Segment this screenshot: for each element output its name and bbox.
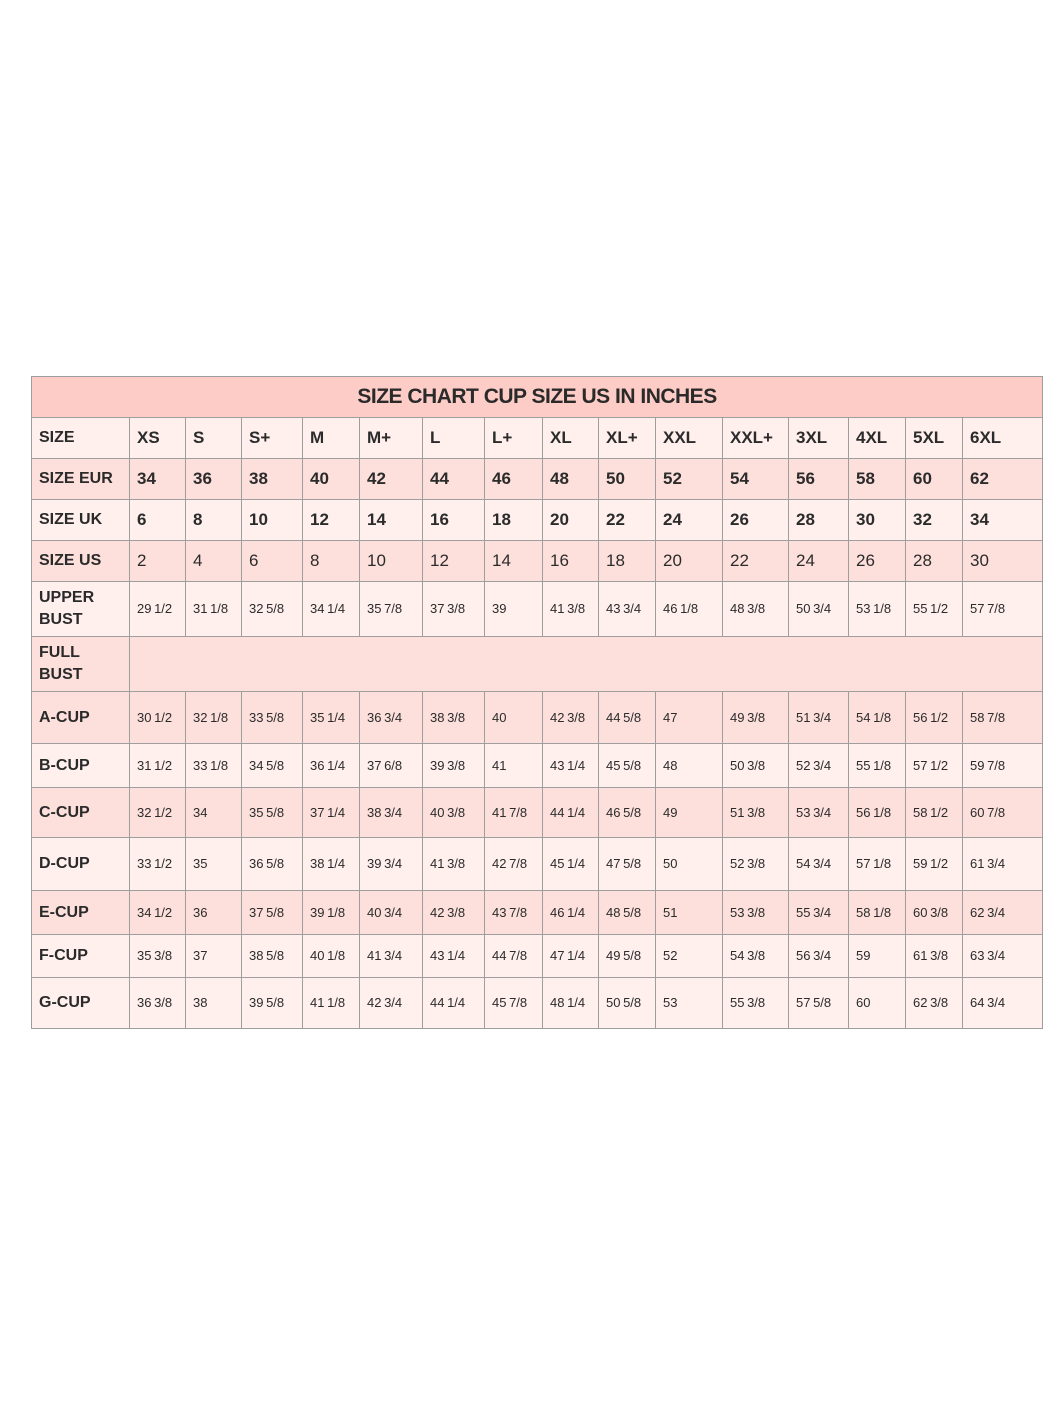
size-cell: 12 [423,541,485,582]
measurement-cell: 33 1/2 [130,838,186,891]
size-cell: 32 [906,500,963,541]
measurement-cell: 51 3/4 [789,692,849,744]
measurement-cell: 58 7/8 [963,692,1043,744]
measurement-cell: 49 5/8 [599,935,656,978]
measurement-cell: 52 [656,935,723,978]
size-cell: 38 [242,459,303,500]
size-us-row [32,541,1043,582]
measurement-cell: 45 1/4 [543,838,599,891]
measurement-cell: 35 [186,838,242,891]
measurement-cell: 55 1/2 [906,582,963,637]
size-uk-row [32,500,1043,541]
size-cell: 48 [543,459,599,500]
size-cell: 26 [849,541,906,582]
measurement-cell: 60 3/8 [906,891,963,935]
measurement-cell: 48 3/8 [723,582,789,637]
size-cell: 3XL [789,418,849,459]
cup-row [32,744,1043,788]
size-cell: 12 [303,500,360,541]
size-cell: 54 [723,459,789,500]
measurement-cell: 48 [656,744,723,788]
row-label-line: UPPER [39,589,95,607]
measurement-cell: 57 5/8 [789,978,849,1029]
size-cell: 36 [186,459,242,500]
size-cell: 6XL [963,418,1043,459]
size-cell: 42 [360,459,423,500]
size-cell: XXL+ [723,418,789,459]
row-label [32,637,130,692]
measurement-cell: 39 [485,582,543,637]
measurement-cell: 57 1/2 [906,744,963,788]
row-label-line: BUST [39,611,83,628]
size-row [32,418,1043,459]
measurement-cell: 40 [485,692,543,744]
size-cell: M+ [360,418,423,459]
size-cell: 10 [242,500,303,541]
measurement-cell: 53 1/8 [849,582,906,637]
cup-row [32,838,1043,891]
measurement-cell: 42 3/4 [360,978,423,1029]
measurement-cell: 37 3/8 [423,582,485,637]
measurement-cell: 61 3/4 [963,838,1043,891]
size-cell: 24 [789,541,849,582]
size-cell: L+ [485,418,543,459]
row-label: SIZE [32,418,130,459]
measurement-cell: 40 3/8 [423,788,485,838]
size-cell: S [186,418,242,459]
size-cell: XL+ [599,418,656,459]
cup-row [32,692,1043,744]
measurement-cell: 29 1/2 [130,582,186,637]
size-cell: 26 [723,500,789,541]
size-cell: 18 [485,500,543,541]
measurement-cell: 31 1/2 [130,744,186,788]
row-label-line: FULL [39,644,80,662]
measurement-cell: 37 5/8 [242,891,303,935]
size-cell: 46 [485,459,543,500]
size-cell: 62 [963,459,1043,500]
row-label: SIZE UK [32,500,130,541]
row-label-line: BUST [39,666,83,683]
measurement-cell: 41 7/8 [485,788,543,838]
measurement-cell: 32 5/8 [242,582,303,637]
measurement-cell: 46 1/4 [543,891,599,935]
measurement-cell: 34 1/2 [130,891,186,935]
measurement-cell: 52 3/8 [723,838,789,891]
row-label: SIZE US [32,541,130,582]
measurement-cell: 59 [849,935,906,978]
row-label: B-CUP [32,744,130,788]
size-cell: 60 [906,459,963,500]
measurement-cell: 54 1/8 [849,692,906,744]
row-label [32,582,130,637]
measurement-cell: 40 1/8 [303,935,360,978]
measurement-cell: 45 5/8 [599,744,656,788]
size-cell: 58 [849,459,906,500]
size-cell: 22 [723,541,789,582]
size-cell: XS [130,418,186,459]
size-cell: XXL [656,418,723,459]
measurement-cell: 36 1/4 [303,744,360,788]
size-cell: 16 [423,500,485,541]
measurement-cell: 32 1/2 [130,788,186,838]
size-cell: 18 [599,541,656,582]
measurement-cell: 50 3/8 [723,744,789,788]
row-label: D-CUP [32,838,130,891]
size-cell: 28 [789,500,849,541]
size-cell: 8 [186,500,242,541]
size-cell: 30 [963,541,1043,582]
measurement-cell: 34 5/8 [242,744,303,788]
measurement-cell: 55 3/4 [789,891,849,935]
measurement-cell: 58 1/2 [906,788,963,838]
size-cell: 6 [242,541,303,582]
size-cell: 22 [599,500,656,541]
measurement-cell: 42 3/8 [543,692,599,744]
measurement-cell: 53 3/8 [723,891,789,935]
measurement-cell: 54 3/8 [723,935,789,978]
size-cell: 10 [360,541,423,582]
measurement-cell: 39 1/8 [303,891,360,935]
size-cell: 5XL [906,418,963,459]
measurement-cell: 51 3/8 [723,788,789,838]
measurement-cell: 35 3/8 [130,935,186,978]
measurement-cell: 44 5/8 [599,692,656,744]
measurement-cell: 36 5/8 [242,838,303,891]
size-cell: 4 [186,541,242,582]
measurement-cell: 62 3/8 [906,978,963,1029]
size-cell: 8 [303,541,360,582]
size-cell: 20 [543,500,599,541]
measurement-cell: 43 7/8 [485,891,543,935]
row-label: G-CUP [32,978,130,1029]
cup-row [32,978,1043,1029]
measurement-cell: 34 1/4 [303,582,360,637]
measurement-cell: 46 1/8 [656,582,723,637]
measurement-cell: 41 1/8 [303,978,360,1029]
measurement-cell: 62 3/4 [963,891,1043,935]
measurement-cell: 38 3/4 [360,788,423,838]
size-cell: 4XL [849,418,906,459]
measurement-cell: 49 3/8 [723,692,789,744]
measurement-cell: 33 1/8 [186,744,242,788]
measurement-cell: 36 3/4 [360,692,423,744]
size-cell: 16 [543,541,599,582]
size-cell: 20 [656,541,723,582]
measurement-cell: 43 1/4 [423,935,485,978]
measurement-cell: 47 [656,692,723,744]
chart-title: SIZE CHART CUP SIZE US IN INCHES [32,377,1043,418]
measurement-cell: 44 1/4 [543,788,599,838]
size-cell: XL [543,418,599,459]
cup-row [32,788,1043,838]
row-label: SIZE EUR [32,459,130,500]
measurement-cell: 56 3/4 [789,935,849,978]
measurement-cell: 36 [186,891,242,935]
measurement-cell: 54 3/4 [789,838,849,891]
size-cell: 30 [849,500,906,541]
measurement-cell: 35 5/8 [242,788,303,838]
measurement-cell: 37 [186,935,242,978]
measurement-cell: 60 [849,978,906,1029]
measurement-cell: 50 [656,838,723,891]
measurement-cell: 51 [656,891,723,935]
measurement-cell: 44 7/8 [485,935,543,978]
size-cell: 40 [303,459,360,500]
measurement-cell: 55 3/8 [723,978,789,1029]
measurement-cell: 57 7/8 [963,582,1043,637]
cup-row [32,891,1043,935]
measurement-cell: 63 3/4 [963,935,1043,978]
size-chart [31,376,1023,1029]
row-label: E-CUP [32,891,130,935]
measurement-cell: 59 1/2 [906,838,963,891]
size-cell: 34 [963,500,1043,541]
measurement-cell: 40 3/4 [360,891,423,935]
size-cell: 14 [485,541,543,582]
measurement-cell: 64 3/4 [963,978,1043,1029]
size-cell: 50 [599,459,656,500]
measurement-cell: 59 7/8 [963,744,1043,788]
measurement-cell: 35 7/8 [360,582,423,637]
measurement-cell: 53 [656,978,723,1029]
measurement-cell: 53 3/4 [789,788,849,838]
full-bust-row [32,637,1043,692]
size-cell: L [423,418,485,459]
measurement-cell: 33 5/8 [242,692,303,744]
measurement-cell: 39 5/8 [242,978,303,1029]
size-cell: 14 [360,500,423,541]
size-eur-row [32,459,1043,500]
cup-row [32,935,1043,978]
size-cell: 34 [130,459,186,500]
measurement-cell: 37 6/8 [360,744,423,788]
measurement-cell: 42 3/8 [423,891,485,935]
measurement-cell: 37 1/4 [303,788,360,838]
row-label: A-CUP [32,692,130,744]
measurement-cell: 31 1/8 [186,582,242,637]
measurement-cell: 32 1/8 [186,692,242,744]
measurement-cell: 46 5/8 [599,788,656,838]
measurement-cell: 36 3/8 [130,978,186,1029]
measurement-cell: 48 1/4 [543,978,599,1029]
measurement-cell: 49 [656,788,723,838]
measurement-cell: 55 1/8 [849,744,906,788]
measurement-cell: 48 5/8 [599,891,656,935]
size-cell: 56 [789,459,849,500]
row-label: F-CUP [32,935,130,978]
size-cell: 6 [130,500,186,541]
measurement-cell: 41 3/4 [360,935,423,978]
size-cell: S+ [242,418,303,459]
size-cell: 28 [906,541,963,582]
measurement-cell: 39 3/4 [360,838,423,891]
measurement-cell: 38 1/4 [303,838,360,891]
measurement-cell: 43 3/4 [599,582,656,637]
measurement-cell: 43 1/4 [543,744,599,788]
measurement-cell: 57 1/8 [849,838,906,891]
measurement-cell: 45 7/8 [485,978,543,1029]
measurement-cell: 39 3/8 [423,744,485,788]
measurement-cell: 52 3/4 [789,744,849,788]
measurement-cell: 42 7/8 [485,838,543,891]
row-label: C-CUP [32,788,130,838]
measurement-cell: 38 3/8 [423,692,485,744]
full-bust-span [130,637,1043,692]
measurement-cell: 47 1/4 [543,935,599,978]
measurement-cell: 41 [485,744,543,788]
size-cell: 44 [423,459,485,500]
measurement-cell: 38 5/8 [242,935,303,978]
measurement-cell: 60 7/8 [963,788,1043,838]
upper-bust-row [32,582,1043,637]
title-row [32,377,1043,418]
size-cell: M [303,418,360,459]
measurement-cell: 30 1/2 [130,692,186,744]
measurement-cell: 41 3/8 [423,838,485,891]
measurement-cell: 50 5/8 [599,978,656,1029]
measurement-cell: 38 [186,978,242,1029]
measurement-cell: 56 1/8 [849,788,906,838]
size-cell: 2 [130,541,186,582]
measurement-cell: 41 3/8 [543,582,599,637]
size-cell: 24 [656,500,723,541]
size-cell: 52 [656,459,723,500]
measurement-cell: 56 1/2 [906,692,963,744]
measurement-cell: 35 1/4 [303,692,360,744]
measurement-cell: 50 3/4 [789,582,849,637]
measurement-cell: 61 3/8 [906,935,963,978]
size-chart-table [31,376,1043,1029]
measurement-cell: 47 5/8 [599,838,656,891]
measurement-cell: 34 [186,788,242,838]
measurement-cell: 44 1/4 [423,978,485,1029]
measurement-cell: 58 1/8 [849,891,906,935]
